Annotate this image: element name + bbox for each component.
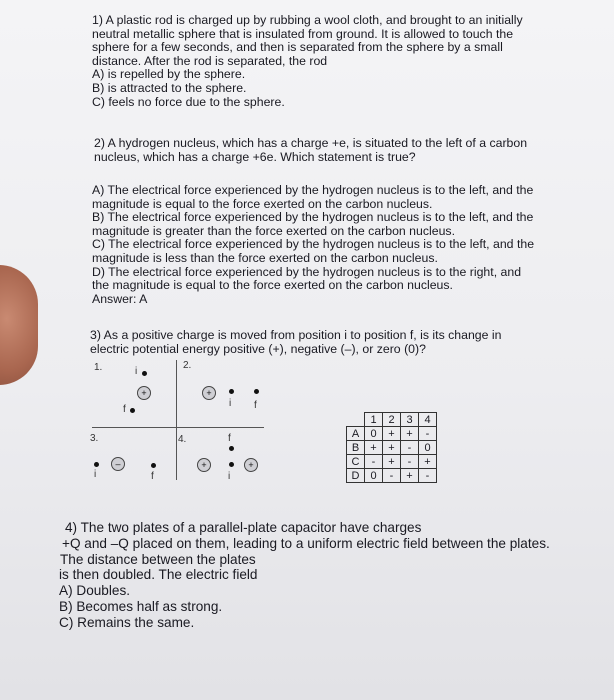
q1-option: A) is repelled by the sphere. bbox=[92, 67, 246, 82]
q4-line: +Q and –Q placed on them, leading to a uniform electric field between the plates. bbox=[62, 535, 550, 551]
q3-line: 3) As a positive charge is moved from position i to position f, is its change in bbox=[90, 328, 502, 342]
row-label: B bbox=[347, 441, 365, 455]
table-cell: 0 bbox=[365, 469, 383, 483]
table-row bbox=[347, 427, 437, 441]
q2-option: B) The electrical force experienced by the hydrogen nucleus is to the left, and the bbox=[92, 210, 534, 225]
plus-charge: + bbox=[202, 386, 216, 400]
table-cell: + bbox=[383, 427, 401, 441]
pos-i-label: i bbox=[94, 469, 97, 480]
q1-line: 1) A plastic rod is charged up by rubbing a wool cloth, and brought to an initially bbox=[92, 13, 523, 27]
question-1 bbox=[92, 14, 523, 109]
q4-option: B) Becomes half as strong. bbox=[59, 598, 223, 614]
row-label: C bbox=[347, 455, 365, 469]
panel-label-3: 3. bbox=[90, 433, 99, 444]
pos-i-dot bbox=[229, 462, 234, 467]
q2-option: C) The electrical force experienced by the hydrogen nucleus is to the left, and the bbox=[92, 237, 535, 252]
q2-option: A) The electrical force experienced by the hydrogen nucleus is to the left, and the bbox=[92, 183, 534, 197]
pos-f-dot bbox=[254, 389, 259, 394]
table-cell: + bbox=[419, 455, 437, 469]
table-cell: + bbox=[401, 469, 419, 483]
column-header: 4 bbox=[419, 413, 437, 427]
panel-label-1: 1. bbox=[94, 362, 103, 373]
pos-i-dot bbox=[142, 371, 147, 376]
question-2 bbox=[94, 137, 527, 164]
q1-line: neutral metallic sphere that is insulated from ground. It is allowed to touch the bbox=[92, 26, 514, 41]
q2-option: the magnitude is equal to the force exerted on the carbon nucleus. bbox=[92, 278, 453, 293]
plus-charge: + bbox=[244, 458, 258, 472]
minus-charge: – bbox=[111, 457, 125, 471]
table-row bbox=[347, 441, 437, 455]
pos-f-label: f bbox=[123, 404, 126, 415]
q2-option: magnitude is less than the force exerted on the carbon nucleus. bbox=[92, 250, 438, 265]
q2-line: 2) A hydrogen nucleus, which has a charge +e, is situated to the left of a carbon bbox=[94, 136, 528, 150]
q1-option: B) is attracted to the sphere. bbox=[92, 80, 247, 95]
q4-line: The distance between the plates bbox=[60, 551, 256, 567]
q1-line: sphere for a few seconds, and then is separated from the sphere by a small bbox=[92, 40, 503, 55]
panel-label-4: 4. bbox=[178, 434, 187, 445]
table-cell: + bbox=[401, 427, 419, 441]
question-2-options bbox=[92, 184, 534, 306]
q1-line: distance. After the rod is separated, the rod bbox=[92, 53, 328, 68]
table-cell: - bbox=[365, 455, 383, 469]
q2-answer: Answer: A bbox=[92, 291, 148, 306]
diagram-vertical-divider bbox=[176, 360, 177, 480]
pos-i-label: i bbox=[135, 366, 138, 377]
q1-option: C) feels no force due to the sphere. bbox=[92, 94, 285, 109]
answer-table bbox=[346, 412, 437, 483]
table-cell: - bbox=[383, 469, 401, 483]
column-header: 2 bbox=[383, 413, 401, 427]
table-cell: - bbox=[401, 441, 419, 455]
table-header-row bbox=[347, 413, 437, 427]
table-cell: - bbox=[419, 427, 437, 441]
pos-i-label: i bbox=[228, 471, 231, 482]
table-row bbox=[347, 455, 437, 469]
thumb bbox=[0, 265, 38, 385]
q3-line: electric potential energy positive (+), negative (–), or zero (0)? bbox=[90, 341, 426, 356]
plus-charge: + bbox=[197, 458, 211, 472]
pos-i-label: i bbox=[229, 398, 232, 409]
pos-f-dot bbox=[229, 446, 234, 451]
table-cell: 0 bbox=[365, 427, 383, 441]
pos-f-dot bbox=[130, 408, 135, 413]
question-4 bbox=[59, 520, 550, 631]
plus-charge: + bbox=[137, 386, 151, 400]
q4-line: is then doubled. The electric field bbox=[59, 567, 258, 583]
table-cell: - bbox=[419, 469, 437, 483]
q4-line: 4) The two plates of a parallel-plate capacitor have charges bbox=[65, 520, 422, 535]
pos-f-label: f bbox=[228, 433, 231, 444]
column-header: 3 bbox=[401, 413, 419, 427]
diagram-horizontal-divider bbox=[92, 427, 264, 428]
pos-i-dot bbox=[229, 389, 234, 394]
q4-option: C) Remains the same. bbox=[59, 614, 195, 630]
panel-label-2: 2. bbox=[183, 360, 192, 371]
table-cell: 0 bbox=[419, 441, 437, 455]
q2-option: magnitude is greater than the force exerted on the carbon nucleus. bbox=[92, 223, 455, 238]
q2-line: nucleus, which has a charge +6e. Which statement is true? bbox=[94, 149, 416, 164]
table-cell: + bbox=[383, 441, 401, 455]
q4-option: A) Doubles. bbox=[59, 583, 131, 599]
table-row bbox=[347, 469, 437, 483]
q2-option: D) The electrical force experienced by the hydrogen nucleus is to the right, and bbox=[92, 264, 522, 279]
table-cell: + bbox=[383, 455, 401, 469]
column-header: 1 bbox=[365, 413, 383, 427]
pos-i-dot bbox=[94, 462, 99, 467]
q2-option: magnitude is equal to the force exerted on the carbon nucleus. bbox=[92, 196, 433, 211]
question-3 bbox=[90, 329, 501, 356]
pos-f-label: f bbox=[254, 400, 257, 411]
pos-f-label: f bbox=[151, 471, 154, 482]
pos-f-dot bbox=[151, 463, 156, 468]
table-cell: - bbox=[401, 455, 419, 469]
row-label: D bbox=[347, 469, 365, 483]
table-cell: + bbox=[365, 441, 383, 455]
row-label: A bbox=[347, 427, 365, 441]
